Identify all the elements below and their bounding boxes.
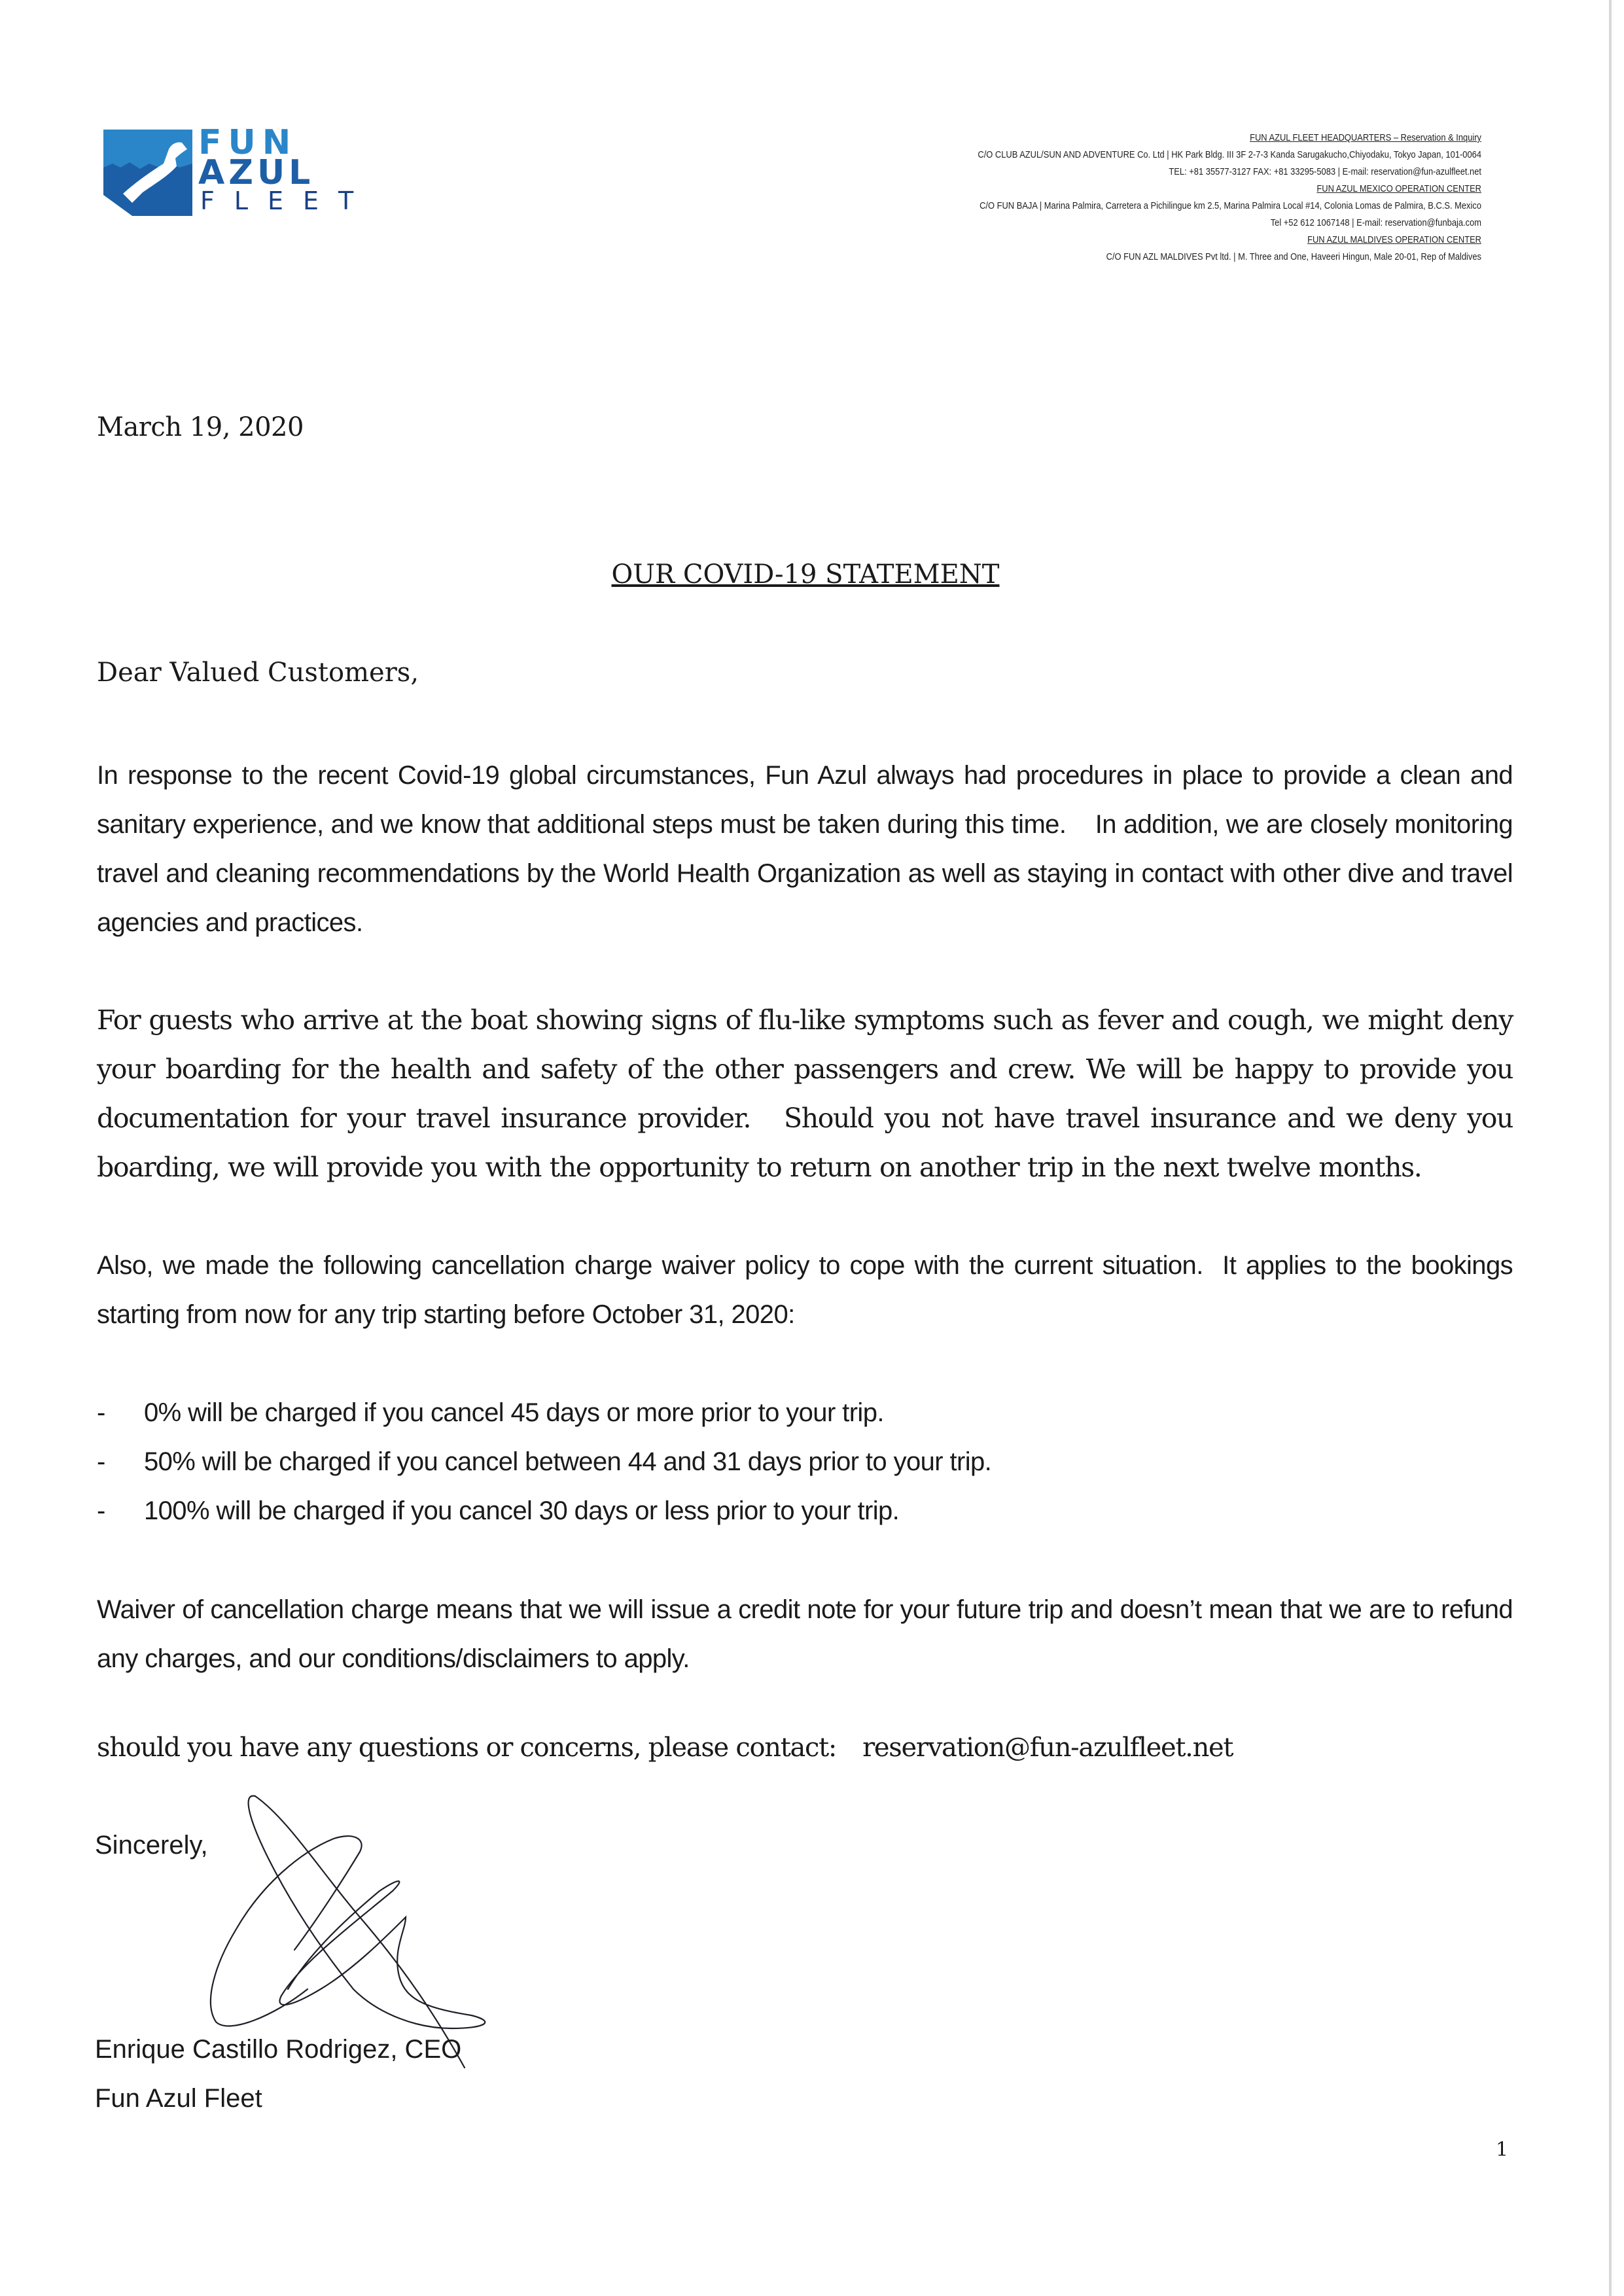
bullet-dash: - <box>97 1447 105 1476</box>
bullet-dash: - <box>97 1496 105 1525</box>
paragraph-boarding-policy: For guests who arrive at the boat showing signs of flu-like symptoms such as fever and cough, we might deny your boarding for the health and safety of the other passengers and crew. We will be happy to provide you documentation for your travel insurance provider. Should you not have travel insurance and we deny you boarding, we will provide you with the opportunity to return on another trip in the next twelve months. <box>97 1004 1521 1183</box>
letterhead-addresses <box>750 130 1481 266</box>
salutation: Dear Valued Customers, <box>97 658 419 688</box>
maldives-address: C/O FUN AZL MALDIVES Pvt ltd. | M. Three and One, Haveeri Hingun, Male 20-01, Rep of Maldives <box>1106 251 1481 262</box>
hq-title: FUN AZUL FLEET HEADQUARTERS – Reservation & Inquiry <box>1250 132 1481 143</box>
list-item <box>97 1388 991 1438</box>
letter-title-text: OUR COVID-19 STATEMENT <box>611 559 1000 590</box>
hammerhead-shark-icon <box>103 130 195 216</box>
mexico-contact: Tel +52 612 1067148 | E-mail: reservation@funbaja.com <box>1270 217 1481 228</box>
logo-text-fun: FUN <box>198 123 298 162</box>
cancellation-charge-list <box>97 1388 991 1536</box>
signer-company: Fun Azul Fleet <box>95 2084 262 2113</box>
page-number: 1 <box>1496 2138 1509 2161</box>
list-item-text: 50% will be charged if you cancel between 44 and 31 days prior to your trip. <box>144 1447 992 1476</box>
paragraph-response: In response to the recent Covid-19 global circumstances, Fun Azul always had procedures in place to provide a clean and sanitary experience, and we know that additional steps must be taken during this time. In addition, we are closely monitoring travel and cleaning recommendations by the World Health Organization as well as staying in contact with other dive and travel agencies and practices. <box>97 761 1520 937</box>
paragraph-waiver-policy: Also, we made the following cancellation charge waiver policy to cope with the current situation. It applies to the bookings starting from now for any trip starting before October 31, 2020: <box>97 1251 1520 1329</box>
signer-block <box>95 2025 461 2123</box>
letter-date: March 19, 2020 <box>97 412 304 442</box>
maldives-title: FUN AZUL MALDIVES OPERATION CENTER <box>1307 234 1481 245</box>
list-item-text: 100% will be charged if you cancel 30 days or less prior to your trip. <box>144 1496 900 1525</box>
paragraph-credit-note: Waiver of cancellation charge means that we will issue a credit note for your future trip and doesn’t mean that we are to refund any charges, and our conditions/disclaimers to apply. <box>97 1595 1513 1673</box>
contact-prompt: should you have any questions or concerns, please contact: <box>97 1733 837 1763</box>
logo-text-azul: AZUL <box>198 153 315 192</box>
mexico-title: FUN AZUL MEXICO OPERATION CENTER <box>1316 183 1481 194</box>
list-item <box>97 1487 991 1536</box>
hq-address: C/O CLUB AZUL/SUN AND ADVENTURE Co. Ltd | HK Park Bldg. III 3F 2-7-3 Kanda Sarugakucho,Chiyodaku, Tokyo Japan, 101-0064 <box>978 149 1481 160</box>
page-edge-divider <box>1609 0 1612 2296</box>
logo-text-fleet: FLEET <box>200 186 374 215</box>
contact-line <box>97 1733 1233 1763</box>
signer-name: Enrique Castillo Rodrigez, CEO <box>95 2035 462 2064</box>
contact-email-link[interactable]: reservation@fun-azulfleet.net <box>862 1733 1233 1763</box>
mexico-address: C/O FUN BAJA | Marina Palmira, Carretera a Pichilingue km 2.5, Marina Palmira Local #14, Colonia Lomas de Palmira, B.C.S. Mexico <box>980 200 1481 211</box>
company-logo <box>103 123 374 216</box>
bullet-dash: - <box>97 1398 105 1427</box>
list-item <box>97 1438 991 1487</box>
closing: Sincerely, <box>95 1831 208 1860</box>
hq-contact: TEL: +81 35577-3127 FAX: +81 33295-5083 | E-mail: reservation@fun-azulfleet.net <box>1169 166 1481 177</box>
letter-title <box>0 559 1611 590</box>
list-item-text: 0% will be charged if you cancel 45 days or more prior to your trip. <box>144 1398 884 1427</box>
